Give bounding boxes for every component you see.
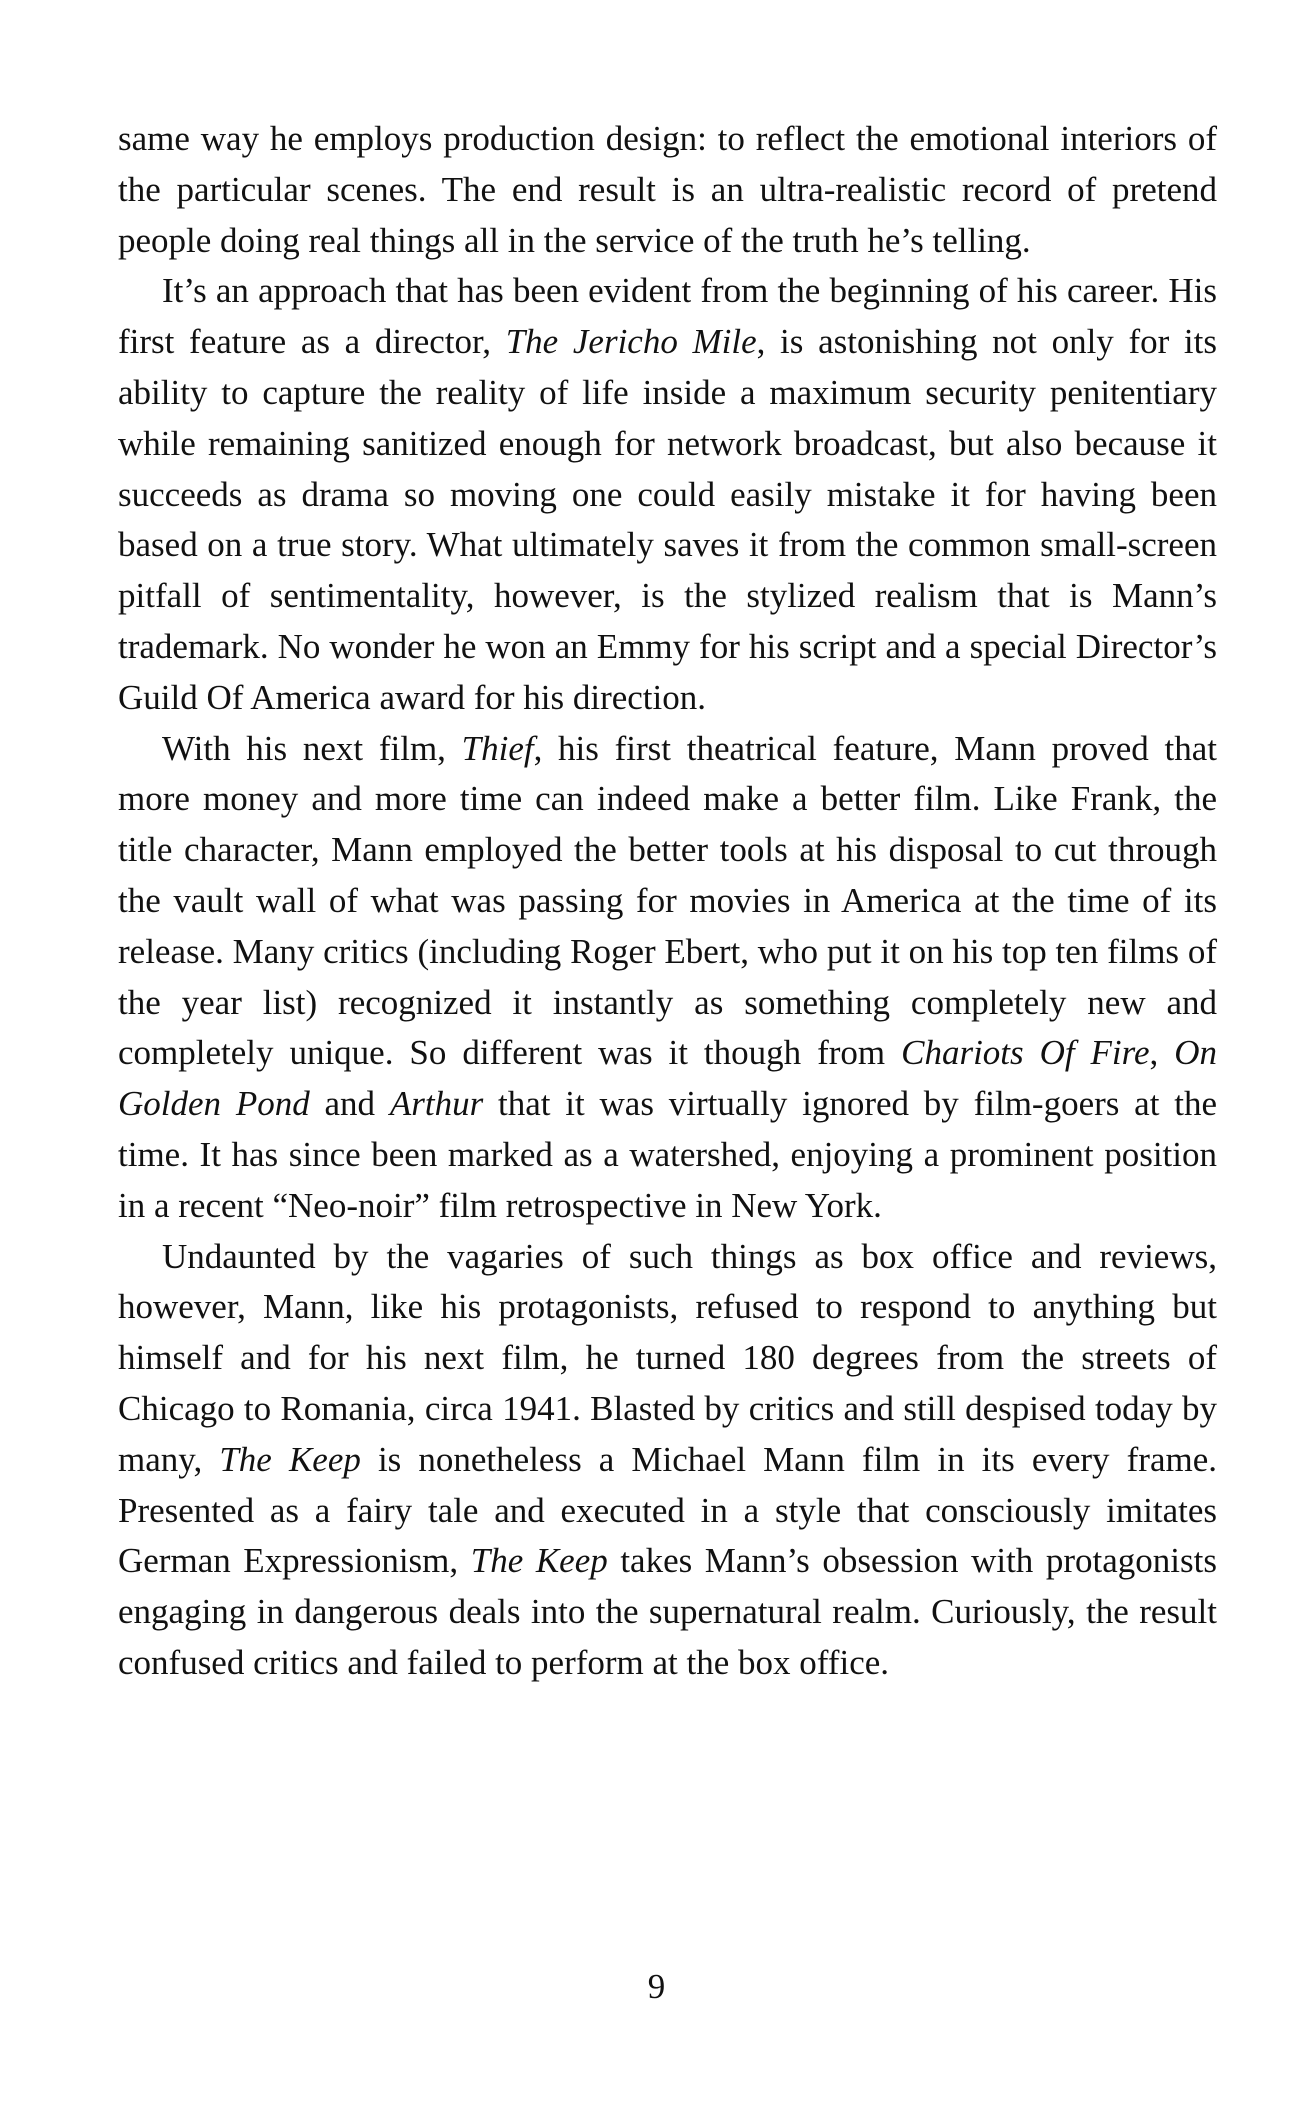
- paragraph-4-text-b: is nonetheless a Michael Mann film in its every frame. Presented as a fairy tale and executed in a style that consciously imitates German Expressionism,: [118, 1439, 1217, 1581]
- body-text: [118, 114, 1217, 1689]
- paragraph-1: [118, 114, 1217, 266]
- film-title-jericho-mile: The Jericho Mile: [505, 322, 757, 362]
- paragraph-1-text: same way he employs production design: to reflect the emotional interiors of the particular scenes. The end result is an ultra-realistic record of pretend people doing real things all in the service of the truth he’s telling.: [118, 119, 1217, 260]
- film-title-on-golden-pond: On Golden Pond: [118, 1033, 1218, 1124]
- paragraph-3-text-a: With his next film,: [162, 728, 462, 768]
- paragraph-4-text-c: takes Mann’s obsession with protagonists engaging in dangerous deals into the supernatural realm. Curiously, the result confused critics and failed to perform at the box office.: [118, 1541, 1217, 1682]
- paragraph-3-text-d: and: [309, 1084, 390, 1124]
- film-title-thief: Thief: [461, 728, 534, 768]
- film-title-arthur: Arthur: [389, 1084, 484, 1124]
- page-number: 9: [647, 1967, 666, 2006]
- paragraph-2: [118, 266, 1217, 723]
- film-title-the-keep-1: The Keep: [219, 1439, 361, 1479]
- paragraph-2-text-b: , is astonishing not only for its ability to capture the reality of life inside a maximum security penitentiary while remaining sanitized enough for network broadcast, but also because it succeeds as drama so moving one could easily mistake it for having been based on a true story. What ultimately saves it from the common small-screen pitfall of sentimentality, however, is the stylized realism that is Mann’s trademark. No wonder he won an Emmy for his script and a special Director’s Guild Of America award for his direction.: [118, 322, 1217, 717]
- paragraph-4-text-a: Undaunted by the vagaries of such things as box office and reviews, however, Mann, like his protagonists, refused to respond to anything but himself and for his next film, he turned 180 degrees from the streets of Chicago to Romania, circa 1941. Blasted by critics and still despised today by many,: [118, 1236, 1217, 1479]
- paragraph-3: [118, 724, 1217, 1232]
- paragraph-3-text-e: that it was virtually ignored by film-goers at the time. It has since been marked as a watershed, enjoying a prominent position in a recent “Neo-noir” film retrospective in New York.: [118, 1084, 1217, 1225]
- film-title-the-keep-2: The Keep: [470, 1541, 608, 1581]
- paragraph-3-text-b: , his first theatrical feature, Mann proved that more money and more time can indeed make a better film. Like Frank, the title character, Mann employed the better tools at his disposal to cut through the vault wall of what was passing for movies in America at the time of its release. Many critics (including Roger Ebert, who put it on his top ten films of the year list) recognized it instantly as something completely new and completely unique. So different was it though from: [118, 728, 1217, 1073]
- paragraph-3-text-c: ,: [1149, 1033, 1175, 1073]
- film-title-chariots-of-fire: Chariots Of Fire: [901, 1033, 1150, 1073]
- paragraph-4: [118, 1232, 1217, 1689]
- paragraph-2-text-a: It’s an approach that has been evident from the beginning of his career. His first feature as a director,: [118, 271, 1217, 362]
